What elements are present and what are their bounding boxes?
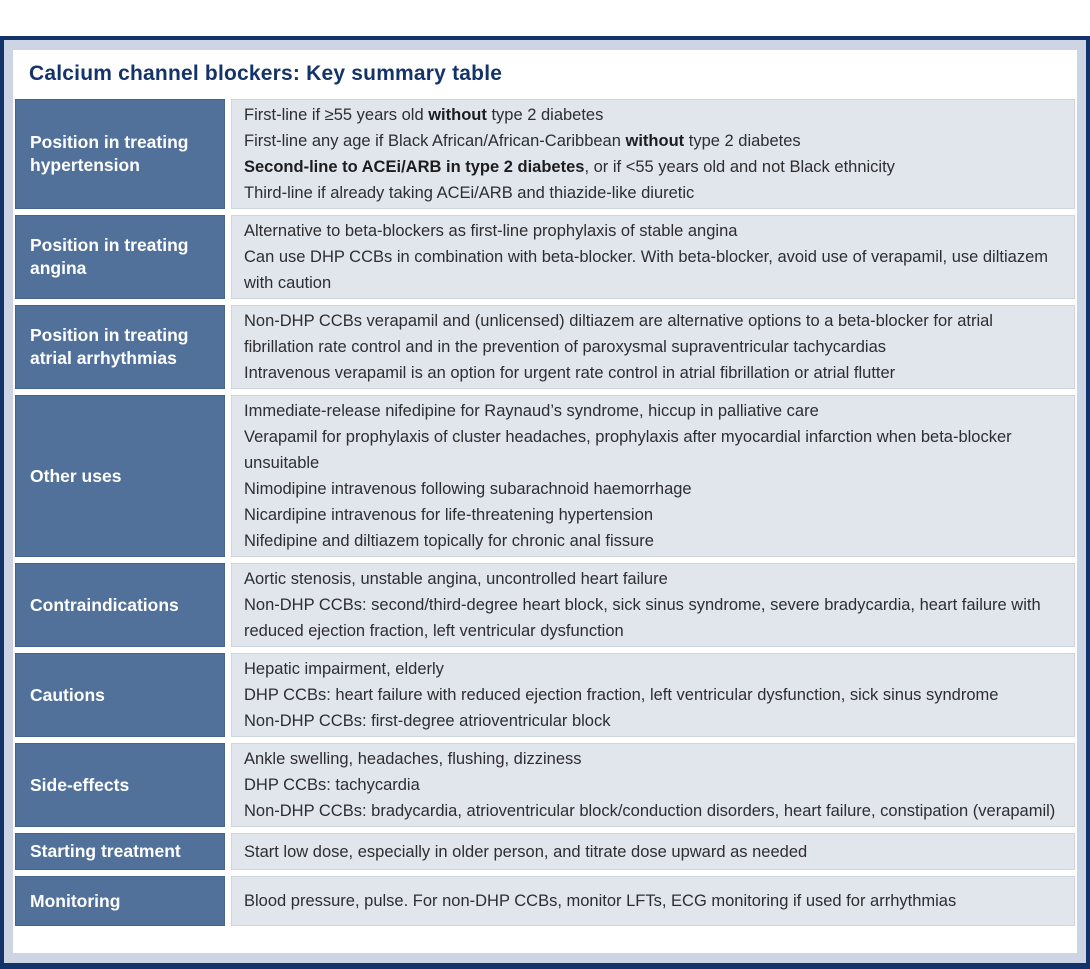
content-text-bold: Second-line to ACEi/ARB in type 2 diabetes	[244, 158, 585, 176]
content-item	[244, 244, 1066, 296]
row-header-label: Position in treating angina	[30, 235, 189, 278]
content-text: type 2 diabetes	[684, 132, 801, 150]
content-text: Verapamil for prophylaxis of cluster headaches, prophylaxis after myocardial infarction when beta-blocker unsuitable	[244, 428, 1012, 472]
row-header-label: Position in treating hypertension	[30, 132, 189, 175]
content-item	[244, 592, 1066, 644]
row-content-monitoring	[231, 876, 1075, 926]
content-item	[244, 798, 1066, 824]
content-text: Start low dose, especially in older person, and titrate dose upward as needed	[244, 842, 808, 861]
content-text: Hepatic impairment, elderly	[244, 660, 444, 678]
content-item	[244, 746, 1066, 772]
content-item	[244, 772, 1066, 798]
content-item	[244, 566, 1066, 592]
table-row	[15, 215, 1075, 299]
row-header-starting-treatment	[15, 833, 225, 870]
content-item	[244, 102, 1066, 128]
content-item	[244, 128, 1066, 154]
table-row	[15, 305, 1075, 389]
content-text: First-line if ≥55 years old	[244, 106, 429, 124]
content-text: DHP CCBs: heart failure with reduced ejection fraction, left ventricular dysfunction, sick sinus syndrome	[244, 686, 999, 704]
content-text: Non-DHP CCBs: bradycardia, atrioventricular block/conduction disorders, heart failure, constipation (verapamil)	[244, 802, 1056, 820]
content-item	[244, 154, 1066, 180]
table-row	[15, 743, 1075, 827]
content-text: Third-line if already taking ACEi/ARB and thiazide-like diuretic	[244, 184, 695, 202]
row-content-position-in-treating-hypertension	[231, 99, 1075, 209]
content-text-bold: without	[625, 132, 685, 150]
content-text: Non-DHP CCBs: second/third-degree heart block, sick sinus syndrome, severe bradycardia, heart failure with reduced ejection fraction, left ventricular dysfunction	[244, 596, 1041, 640]
content-item	[244, 398, 1066, 424]
content-text: type 2 diabetes	[486, 106, 604, 124]
table-row	[15, 653, 1075, 737]
content-item	[244, 502, 1066, 528]
row-header-position-in-treating-angina	[15, 215, 225, 299]
content-item	[244, 708, 1066, 734]
content-item	[244, 839, 1066, 865]
document-frame	[0, 36, 1090, 969]
row-header-label: Other uses	[30, 465, 122, 486]
content-text: Blood pressure, pulse. For non-DHP CCBs, monitor LFTs, ECG monitoring if used for arrhythmias	[244, 892, 957, 910]
row-content-position-in-treating-atrial-arrhythmias	[231, 305, 1075, 389]
content-item	[244, 528, 1066, 554]
page-title: Calcium channel blockers: Key summary table	[29, 62, 503, 85]
row-content-side-effects	[231, 743, 1075, 827]
content-text: Nicardipine intravenous for life-threatening hypertension	[244, 506, 654, 524]
row-header-other-uses	[15, 395, 225, 557]
content-item	[244, 682, 1066, 708]
row-content-other-uses	[231, 395, 1075, 557]
row-header-side-effects	[15, 743, 225, 827]
row-header-label: Position in treating atrial arrhythmias	[30, 325, 189, 368]
content-text: Intravenous verapamil is an option for urgent rate control in atrial fibrillation or atrial flutter	[244, 364, 896, 382]
content-text: Aortic stenosis, unstable angina, uncontrolled heart failure	[244, 570, 668, 588]
table-row	[15, 395, 1075, 557]
row-content-contraindications	[231, 563, 1075, 647]
table-row	[15, 99, 1075, 209]
content-text: Alternative to beta-blockers as first-line prophylaxis of stable angina	[244, 222, 738, 240]
summary-table	[15, 99, 1075, 926]
row-header-label: Contraindications	[30, 594, 179, 615]
content-item	[244, 656, 1066, 682]
row-header-label: Monitoring	[30, 890, 121, 911]
row-header-label: Cautions	[30, 684, 105, 705]
content-item	[244, 360, 1066, 386]
content-text: Immediate-release nifedipine for Raynaud’s syndrome, hiccup in palliative care	[244, 402, 819, 420]
content-item	[244, 308, 1066, 360]
row-header-label: Side-effects	[30, 774, 130, 795]
row-header-monitoring	[15, 876, 225, 926]
content-text: First-line any age if Black African/African-Caribbean	[244, 132, 626, 150]
content-text-bold: without	[428, 106, 487, 124]
row-header-position-in-treating-atrial-arrhythmias	[15, 305, 225, 389]
content-item	[244, 888, 1066, 914]
content-text: Nifedipine and diltiazem topically for chronic anal fissure	[244, 532, 654, 550]
content-text: Can use DHP CCBs in combination with beta-blocker. With beta-blocker, avoid use of verapamil, use diltiazem with caution	[244, 248, 1048, 292]
row-header-position-in-treating-hypertension	[15, 99, 225, 209]
table-row	[15, 563, 1075, 647]
content-item	[244, 180, 1066, 206]
row-header-cautions	[15, 653, 225, 737]
content-item	[244, 218, 1066, 244]
row-content-position-in-treating-angina	[231, 215, 1075, 299]
summary-panel	[13, 50, 1077, 953]
content-text: Nimodipine intravenous following subarachnoid haemorrhage	[244, 480, 692, 498]
content-text: Non-DHP CCBs verapamil and (unlicensed) diltiazem are alternative options to a beta-blocker for atrial fibrillation rate control and in the prevention of paroxysmal supraventricular tachycardias	[244, 312, 993, 356]
content-text: Ankle swelling, headaches, flushing, dizziness	[244, 750, 582, 768]
row-content-starting-treatment	[231, 833, 1075, 870]
row-header-label: Starting treatment	[30, 841, 181, 861]
row-content-cautions	[231, 653, 1075, 737]
table-row	[15, 833, 1075, 870]
content-item	[244, 424, 1066, 476]
content-item	[244, 476, 1066, 502]
content-text: , or if <55 years old and not Black ethnicity	[584, 158, 895, 176]
content-text: Non-DHP CCBs: first-degree atrioventricular block	[244, 712, 611, 730]
row-header-contraindications	[15, 563, 225, 647]
table-row	[15, 876, 1075, 926]
content-text: DHP CCBs: tachycardia	[244, 776, 420, 794]
